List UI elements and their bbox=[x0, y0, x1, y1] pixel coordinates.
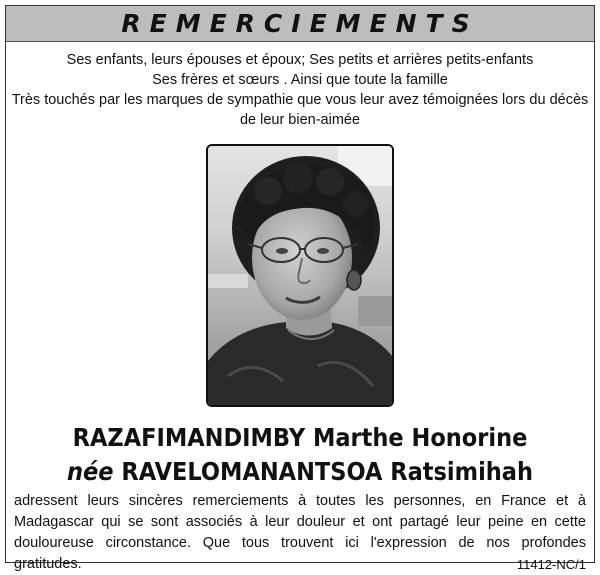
intro-text bbox=[6, 50, 594, 130]
reference-number: 11412-NC/1 bbox=[516, 557, 586, 572]
obituary-notice bbox=[5, 5, 595, 572]
thanks-message bbox=[6, 491, 594, 575]
portrait-photo bbox=[206, 144, 394, 407]
intro-line-family: Ses enfants, leurs épouses et époux; Ses petits et arrières petits-enfants bbox=[66, 52, 534, 68]
maiden-name-line bbox=[35, 455, 564, 489]
portrait-illustration bbox=[208, 146, 392, 405]
deceased-name: RAZAFIMANDIMBY Marthe Honorine bbox=[72, 423, 528, 452]
maiden-name: RAVELOMANANTSOA Ratsimihah bbox=[121, 457, 534, 486]
intro-line-beloved: de leur bien-aimée bbox=[239, 112, 361, 128]
intro-line-thanks: Très touchés par les marques de sympathie que vous leur avez témoignées lors du décès bbox=[11, 92, 589, 108]
header-title: REMERCIEMENTS bbox=[121, 9, 479, 38]
deceased-name-block bbox=[6, 421, 594, 489]
intro-line-siblings: Ses frères et sœurs . Ainsi que toute la famille bbox=[152, 72, 448, 88]
message-text: adressent leurs sincères remerciements à toutes les personnes, en France et à Madagascar qui se sont associés à leur douleur et ont partagé leur peine en cette douloureuse circonstance. Que tous trouvent ici l'expression de nos profondes gratitudes. bbox=[14, 493, 586, 572]
nee-word: née bbox=[66, 457, 114, 486]
header-banner bbox=[6, 6, 594, 42]
